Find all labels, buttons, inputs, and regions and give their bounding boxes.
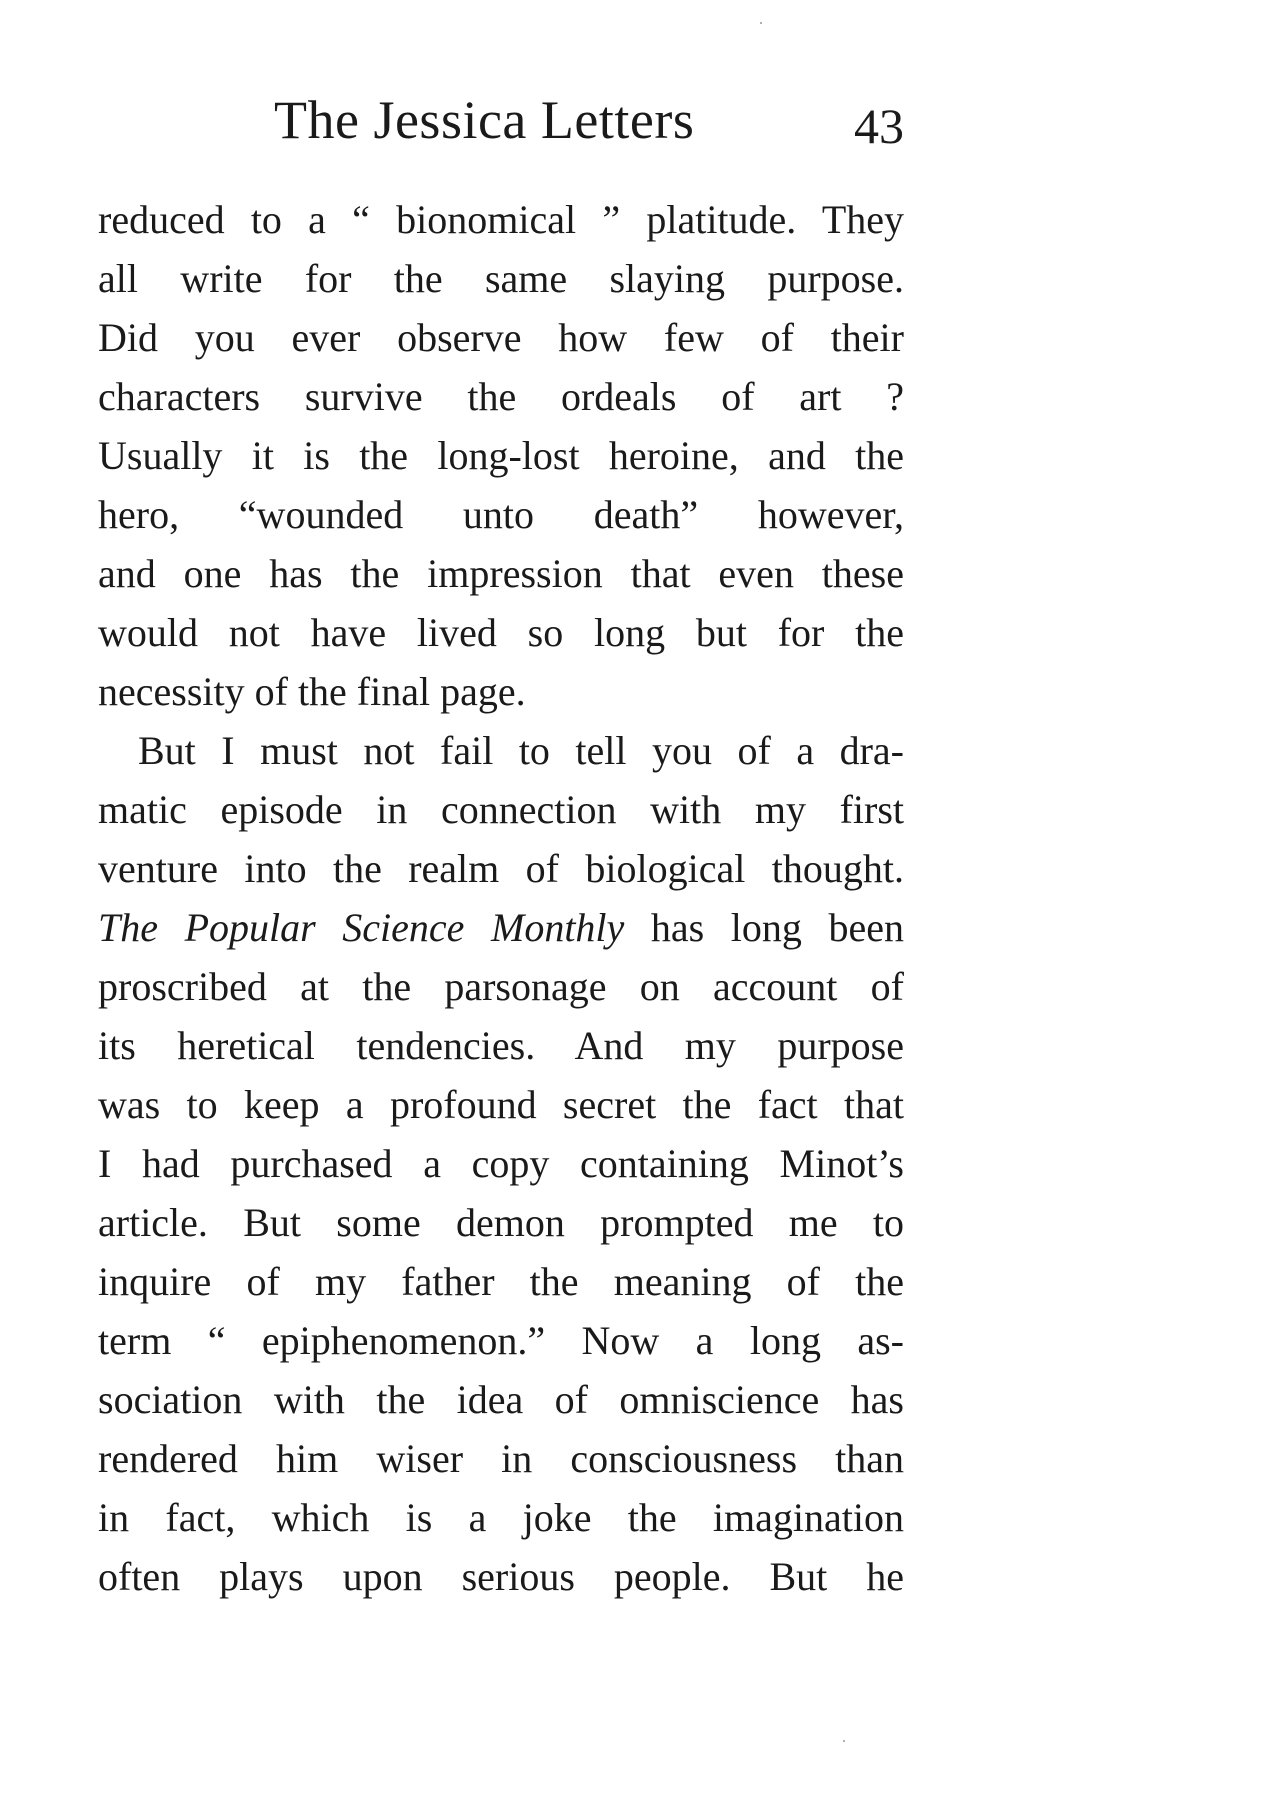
text-line: inquire of my father the meaning of the (98, 1259, 904, 1304)
text-line: Did you ever observe how few of their (98, 315, 904, 360)
scan-speck (760, 22, 762, 24)
text-line: Usually it is the long-lost heroine, and the (98, 433, 904, 478)
text-line: often plays upon serious people. But he (98, 1554, 904, 1599)
text-line: matic episode in connection with my first (98, 787, 904, 832)
text-line: was to keep a profound secret the fact that (98, 1082, 904, 1127)
paragraph (98, 721, 904, 1606)
scan-speck (843, 1740, 845, 1742)
body-text (98, 190, 904, 1606)
text-line: rendered him wiser in consciousness than (98, 1436, 904, 1481)
text-line (98, 898, 904, 957)
text-line: article. But some demon prompted me to (98, 1200, 904, 1245)
text-line: hero, “wounded unto death” however, (98, 492, 904, 537)
text-line: term “ epiphenomenon.” Now a long as- (98, 1318, 904, 1363)
page-number: 43 (854, 98, 904, 154)
running-title: The Jessica Letters (274, 90, 695, 150)
running-head (98, 80, 904, 160)
text-line: proscribed at the parsonage on account of (98, 964, 904, 1009)
text-line: its heretical tendencies. And my purpose (98, 1023, 904, 1068)
text-fragment: has long been (624, 905, 904, 950)
text-line: venture into the realm of biological thought. (98, 846, 904, 891)
paragraph (98, 190, 904, 721)
text-line: reduced to a “ bionomical ” platitude. They (98, 197, 904, 242)
text-line: in fact, which is a joke the imagination (98, 1495, 904, 1540)
text-line: would not have lived so long but for the (98, 610, 904, 655)
text-line: characters survive the ordeals of art ? (98, 374, 904, 419)
text-line: all write for the same slaying purpose. (98, 256, 904, 301)
text-line: sociation with the idea of omniscience has (98, 1377, 904, 1422)
text-line: and one has the impression that even these (98, 551, 904, 596)
text-line: necessity of the final page. (98, 669, 526, 714)
text-line: But I must not fail to tell you of a dra- (138, 728, 904, 773)
text-line: I had purchased a copy containing Minot’s (98, 1141, 904, 1186)
periodical-title: The Popular Science Monthly (98, 905, 625, 950)
